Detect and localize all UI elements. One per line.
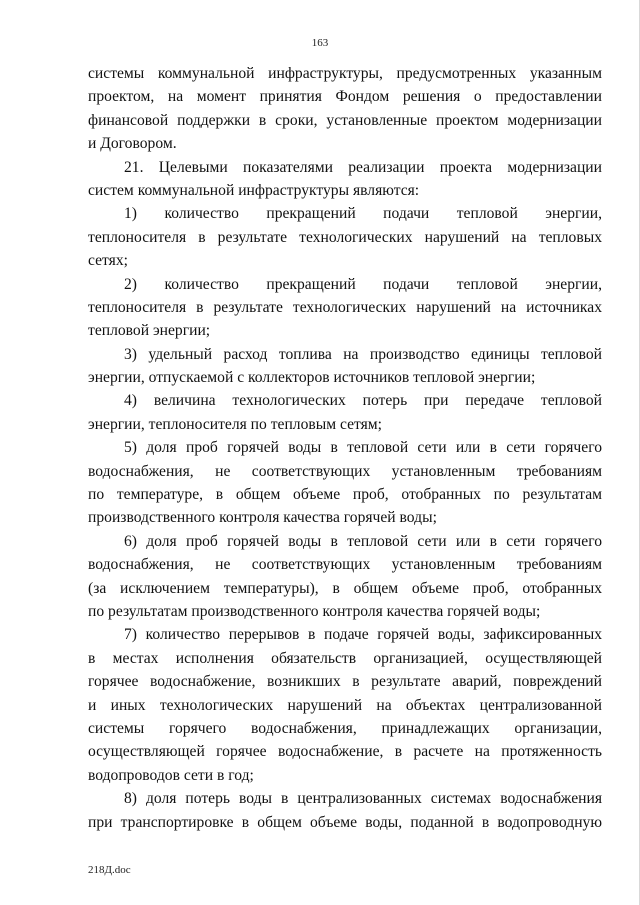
text-line: 7) количество перерывов в подаче горячей воды, зафиксированных bbox=[124, 626, 602, 644]
text-line: при транспортировке в общем объеме воды, поданной в водопроводную bbox=[88, 813, 602, 831]
text-line: и иных технологических нарушений на объектах централизованной bbox=[88, 696, 602, 714]
page-number: 163 bbox=[311, 37, 329, 49]
text-line: системы горячего водоснабжения, принадлежащих организации, bbox=[88, 719, 602, 737]
text-line: теплоносителя в результате технологических нарушений на источниках bbox=[88, 298, 602, 316]
text-line: 5) доля проб горячей воды в тепловой сети или в сети горячего bbox=[124, 439, 602, 457]
text-line: 8) доля потерь воды в централизованных системах водоснабжения bbox=[124, 790, 602, 808]
text-line: водопроводов сети в год; bbox=[88, 766, 254, 784]
text-line: осуществляющей горячее водоснабжение, в расчете на протяженность bbox=[88, 743, 602, 761]
body-text bbox=[88, 62, 602, 834]
text-line: водоснабжения, не соответствующих установленным требованиям bbox=[88, 556, 602, 574]
text-line: (за исключением температуры), в общем объеме проб, отобранных bbox=[88, 579, 602, 597]
text-line: производственного контроля качества горячей воды; bbox=[88, 509, 437, 527]
text-line: по температуре, в общем объеме проб, отобранных по результатам bbox=[88, 486, 602, 504]
text-line: энергии, теплоносителя по тепловым сетям; bbox=[88, 415, 383, 433]
text-line: 4) величина технологических потерь при передаче тепловой bbox=[124, 392, 602, 410]
text-line: 1) количество прекращений подачи тепловой энергии, bbox=[124, 205, 602, 223]
text-line: водоснабжения, не соответствующих установленным требованиям bbox=[88, 462, 602, 480]
text-line: горячее водоснабжение, возникших в результате аварий, повреждений bbox=[88, 673, 602, 691]
text-line: тепловой энергии; bbox=[88, 322, 211, 340]
text-line: энергии, отпускаемой с коллекторов источников тепловой энергии; bbox=[88, 369, 536, 387]
text-line: систем коммунальной инфраструктуры являются: bbox=[88, 181, 420, 199]
text-line: проектом, на момент принятия Фондом решения о предоставлении bbox=[88, 88, 602, 106]
text-line: по результатам производственного контроля качества горячей воды; bbox=[88, 602, 541, 620]
text-line: 6) доля проб горячей воды в тепловой сети или в сети горячего bbox=[124, 532, 602, 550]
text-line: в местах исполнения обязательств организацией, осуществляющей bbox=[88, 649, 602, 667]
text-line: теплоносителя в результате технологических нарушений на тепловых bbox=[88, 228, 602, 246]
footer-filename: 218Д.doc bbox=[88, 864, 131, 876]
text-line: системы коммунальной инфраструктуры, предусмотренных указанным bbox=[88, 65, 602, 82]
text-line: финансовой поддержки в сроки, установленные проектом модернизации bbox=[88, 111, 602, 129]
text-line: 3) удельный расход топлива на производство единицы тепловой bbox=[124, 345, 602, 363]
text-line: и Договором. bbox=[88, 135, 177, 153]
text-line: 21. Целевыми показателями реализации проекта модернизации bbox=[124, 158, 602, 176]
text-line: 2) количество прекращений подачи тепловой энергии, bbox=[124, 275, 602, 293]
text-line: сетях; bbox=[88, 252, 128, 270]
